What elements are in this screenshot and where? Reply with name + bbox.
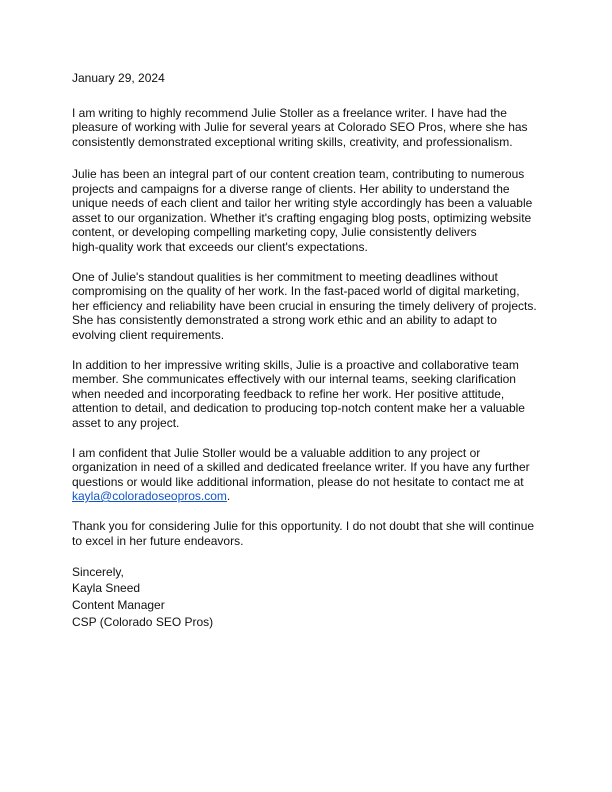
text-line [72,489,552,504]
text-line: evolving client requirements. [72,327,225,342]
paragraph-contact [72,446,552,504]
text-line: Thank you for considering Julie for this opportunity. I do not doubt that she will continue [72,519,535,533]
text-line: pleasure of working with Julie for several years at Colorado SEO Pros, where she has [72,120,528,134]
letter [72,71,552,630]
text-line: organization in need of a skilled and dedicated freelance writer. If you have any further [72,460,530,474]
text-line: She has consistently demonstrated a strong work ethic and an ability to adapt to [72,313,497,327]
salutation: Sincerely, [72,564,124,579]
contact-email-link[interactable]: kayla@coloradoseopros.com [72,489,227,503]
paragraph-intro [72,106,552,150]
paragraph-deadlines [72,270,552,343]
paragraph-thanks [72,519,552,548]
signer-title: Content Manager [72,597,165,612]
period: . [226,489,231,503]
signer-company: CSP (Colorado SEO Pros) [72,614,214,629]
text-line: In addition to her impressive writing skills, Julie is a proactive and collaborative team [72,357,519,372]
text-line: questions or would like additional information, please do not hesitate to contact me at [72,474,524,489]
text-line: I am confident that Julie Stoller would be a valuable addition to any project or [72,445,481,460]
text-line: asset to any project. [72,415,180,430]
text-line: her efficiency and reliability have been crucial in ensuring the timely delivery of projects. [72,298,537,313]
paragraph-team-role [72,167,552,254]
text-line: to excel in her future endeavors. [72,533,244,548]
paragraph-collaboration [72,358,552,431]
text-line: Julie has been an integral part of our content creation team, contributing to numerous [72,167,525,181]
text-line: consistently demonstrated exceptional writing skills, creativity, and professionalism. [72,134,513,149]
text-line: projects and campaigns for a diverse range of clients. Her ability to understand the [72,181,510,196]
text-line: high-quality work that exceeds our client's expectations. [72,239,368,254]
text-line: content, or developing compelling marketing copy, Julie consistently delivers [72,225,477,239]
signature-block [72,564,552,631]
text-line: member. She communicates effectively with our internal teams, seeking clarification [72,372,516,386]
text-line: I am writing to highly recommend Julie Stoller as a freelance writer. I have had the [72,105,507,120]
text-line: unique needs of each client and tailor her writing style accordingly has been a valuable [72,196,533,210]
signer-name: Kayla Sneed [72,581,141,596]
text-line: attention to detail, and dedication to producing top-notch content make her a valuable [72,401,525,415]
text-line: One of Julie's standout qualities is her commitment to meeting deadlines without [72,269,498,284]
letter-date: January 29, 2024 [72,71,165,85]
text-line: compromising on the quality of her work. In the fast-paced world of digital marketing, [72,284,520,298]
text-line: asset to our organization. Whether it's crafting engaging blog posts, optimizing website [72,210,532,225]
text-line: when needed and incorporating feedback to refine her work. Her positive attitude, [72,386,505,401]
